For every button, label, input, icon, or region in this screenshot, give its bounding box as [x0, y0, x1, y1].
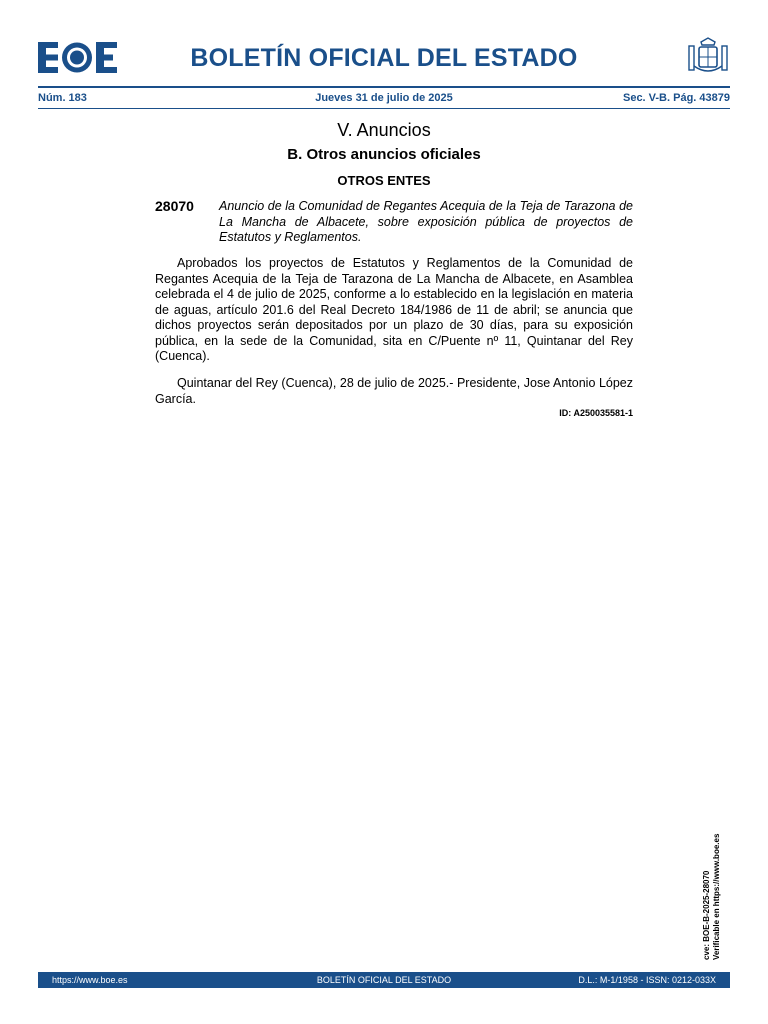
section-page: Sec. V-B. Pág. 43879 [622, 92, 730, 104]
section-category: OTROS ENTES [337, 173, 431, 188]
document-id: ID: A250035581-1 [559, 408, 633, 418]
meta-rule [38, 108, 730, 109]
cve-code: cve: BOE-B-2025-28070 [702, 870, 711, 960]
footer-bar [38, 972, 730, 988]
footer-url-link[interactable]: https://www.boe.es [52, 975, 128, 985]
announcement-summary: Anuncio de la Comunidad de Regantes Acequia de la Teja de Tarazona de La Mancha de Albacete, sobre exposición pública de proyectos de Estatutos y Reglamentos. [219, 199, 633, 244]
announcement-number: 28070 [155, 198, 194, 214]
page-title: BOLETÍN OFICIAL DEL ESTADO [190, 44, 578, 72]
verification-block [702, 820, 722, 960]
boe-logo [38, 42, 117, 73]
announcement-signature: Quintanar del Rey (Cuenca), 28 de julio de 2025.- Presidente, Jose Antonio López García. [155, 376, 633, 406]
verification-url[interactable]: Verificable en https://www.boe.es [712, 833, 721, 960]
issue-number: Núm. 183 [38, 92, 87, 104]
issue-date: Jueves 31 de julio de 2025 [315, 92, 453, 104]
footer-legal: D.L.: M-1/1958 - ISSN: 0212-033X [578, 975, 716, 985]
header-rule [38, 86, 730, 88]
section-title: V. Anuncios [337, 120, 431, 140]
announcement-paragraph: Aprobados los proyectos de Estatutos y Reglamentos de la Comunidad de Regantes Acequia de la Teja de Tarazona de La Mancha de Albacete, en Asamblea celebrada el 4 de julio de 2025, conforme a lo establecido en la legislación en materia de aguas, artículo 201.6 del Real Decreto 184/1986 de 11 de abril; se anuncia que dichos proyectos serán depositados por un plazo de 30 días, para su exposición pública, en la sede de la Comunidad, sita en C/Puente nº 11, Quintanar del Rey (Cuenca). [155, 256, 633, 363]
spanish-coat-of-arms-icon [686, 36, 730, 76]
footer-title: BOLETÍN OFICIAL DEL ESTADO [316, 975, 452, 985]
section-subtitle: B. Otros anuncios oficiales [287, 146, 481, 163]
